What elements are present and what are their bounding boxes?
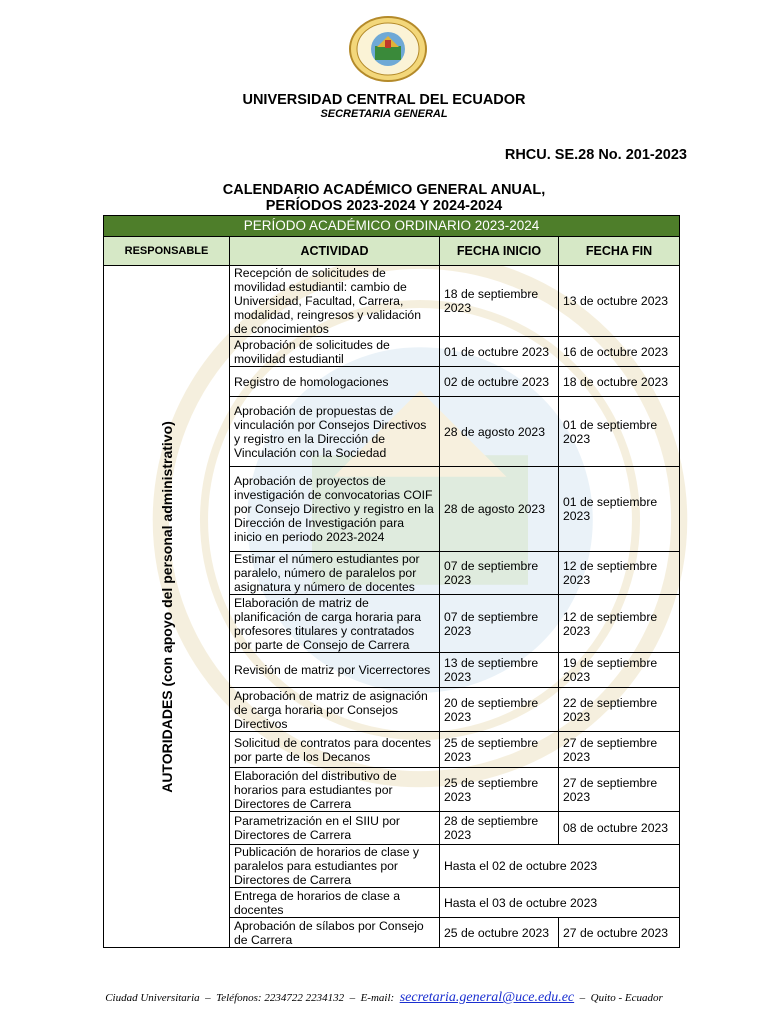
document-title-line2: PERÍODOS 2023-2024 Y 2024-2024 — [265, 198, 503, 214]
activity-cell: Recepción de solicitudes de movilidad estudiantil: cambio de Universidad, Facultad, Carrera, modalidad, reingresos y validación de conocimientos — [230, 266, 440, 337]
start-date-cell: 07 de septiembre 2023 — [440, 552, 559, 595]
activity-cell: Parametrización en el SIIU por Directores de Carrera — [230, 812, 440, 845]
activity-cell: Aprobación de proyectos de investigación de convocatorias COIF por Consejo Directivo y registro en la Dirección de Investigación para inicio en periodo 2023-2024 — [230, 467, 440, 552]
start-date-cell: 25 de septiembre 2023 — [440, 732, 559, 768]
activity-cell: Entrega de horarios de clase a docentes — [230, 888, 440, 918]
office-name: SECRETARIA GENERAL — [320, 108, 448, 120]
period-banner: PERÍODO ACADÉMICO ORDINARIO 2023-2024 — [104, 216, 680, 237]
end-date-cell: 22 de septiembre 2023 — [559, 688, 680, 732]
start-date-cell: 25 de octubre 2023 — [440, 918, 559, 948]
activity-cell: Publicación de horarios de clase y paralelos para estudiantes por Directores de Carrera — [230, 845, 440, 888]
end-date-cell: 08 de octubre 2023 — [559, 812, 680, 845]
start-date-cell: 28 de septiembre 2023 — [440, 812, 559, 845]
column-header-start-date: FECHA INICIO — [440, 237, 559, 266]
footer-email-label: E-mail: — [360, 992, 395, 1004]
resolution-number: RHCU. SE.28 No. 201-2023 — [504, 147, 687, 163]
start-date-cell: 25 de septiembre 2023 — [440, 768, 559, 812]
column-header-end-date: FECHA FIN — [559, 237, 680, 266]
end-date-cell: 27 de octubre 2023 — [559, 918, 680, 948]
start-date-cell: 20 de septiembre 2023 — [440, 688, 559, 732]
activity-cell: Elaboración de matriz de planificación de carga horaria para profesores titulares y contratados por parte de Consejo de Carrera — [230, 595, 440, 653]
date-range-cell: Hasta el 02 de octubre 2023 — [440, 845, 680, 888]
start-date-cell: 13 de septiembre 2023 — [440, 653, 559, 688]
start-date-cell: 28 de agosto 2023 — [440, 467, 559, 552]
end-date-cell: 01 de septiembre 2023 — [559, 397, 680, 467]
end-date-cell: 12 de septiembre 2023 — [559, 595, 680, 653]
footer-separator: – — [346, 992, 358, 1004]
end-date-cell: 19 de septiembre 2023 — [559, 653, 680, 688]
university-seal-icon — [339, 16, 437, 82]
activity-cell: Aprobación de solicitudes de movilidad estudiantil — [230, 337, 440, 367]
document-title — [0, 182, 768, 214]
calendar-body — [104, 266, 680, 948]
footer-city: Quito - Ecuador — [590, 992, 663, 1004]
footer — [0, 990, 768, 1006]
start-date-cell: 28 de agosto 2023 — [440, 397, 559, 467]
start-date-cell: 07 de septiembre 2023 — [440, 595, 559, 653]
footer-address: Ciudad Universitaria — [105, 992, 200, 1004]
footer-phones: Teléfonos: 2234722 2234132 — [216, 992, 345, 1004]
end-date-cell: 16 de octubre 2023 — [559, 337, 680, 367]
activity-cell: Estimar el número estudiantes por paralelo, número de paralelos por asignatura y número de docentes — [230, 552, 440, 595]
date-range-cell: Hasta el 03 de octubre 2023 — [440, 888, 680, 918]
start-date-cell: 01 de octubre 2023 — [440, 337, 559, 367]
responsible-label: AUTORIDADES (con apoyo del personal administrativo) — [158, 420, 175, 793]
activity-cell: Aprobación de propuestas de vinculación por Consejos Directivos y registro en la Dirección de Vinculación con la Sociedad — [230, 397, 440, 467]
calendar-table — [103, 215, 680, 948]
activity-cell: Aprobación de matriz de asignación de carga horaria por Consejos Directivos — [230, 688, 440, 732]
activity-cell: Revisión de matriz por Vicerrectores — [230, 653, 440, 688]
end-date-cell: 12 de septiembre 2023 — [559, 552, 680, 595]
end-date-cell: 27 de septiembre 2023 — [559, 768, 680, 812]
end-date-cell: 18 de octubre 2023 — [559, 367, 680, 397]
activity-cell: Solicitud de contratos para docentes por parte de los Decanos — [230, 732, 440, 768]
column-header-responsible: RESPONSABLE — [104, 237, 230, 266]
document-title-line1: CALENDARIO ACADÉMICO GENERAL ANUAL, — [222, 182, 546, 198]
activity-cell: Aprobación de sílabos por Consejo de Carrera — [230, 918, 440, 948]
end-date-cell: 13 de octubre 2023 — [559, 266, 680, 337]
table-row — [104, 266, 680, 337]
start-date-cell: 18 de septiembre 2023 — [440, 266, 559, 337]
activity-cell: Elaboración del distributivo de horarios para estudiantes por Directores de Carrera — [230, 768, 440, 812]
responsible-cell — [104, 266, 230, 948]
footer-separator: – — [202, 992, 214, 1004]
column-header-activity: ACTIVIDAD — [230, 237, 440, 266]
footer-email-link[interactable]: secretaria.general@uce.edu.ec — [399, 990, 575, 1005]
end-date-cell: 27 de septiembre 2023 — [559, 732, 680, 768]
start-date-cell: 02 de octubre 2023 — [440, 367, 559, 397]
activity-cell: Registro de homologaciones — [230, 367, 440, 397]
footer-separator: – — [576, 992, 588, 1004]
end-date-cell: 01 de septiembre 2023 — [559, 467, 680, 552]
university-name: UNIVERSIDAD CENTRAL DEL ECUADOR — [242, 92, 526, 108]
